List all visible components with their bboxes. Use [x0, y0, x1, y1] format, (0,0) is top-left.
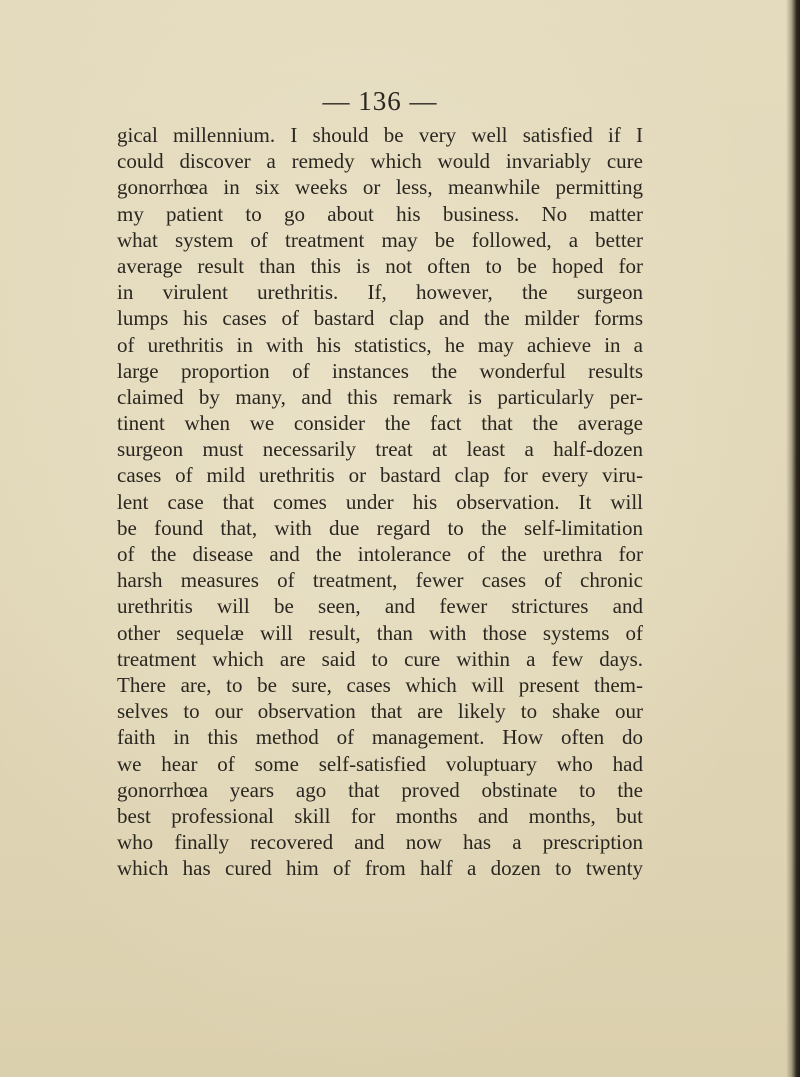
- text-line: gical millennium. I should be very well satisfied if I: [117, 123, 643, 147]
- text-line: gonorrhœa years ago that proved obstinate to the: [117, 777, 643, 802]
- text-line: surgeon must necessarily treat at least a half-dozen: [117, 437, 643, 462]
- text-line: be found that, with due regard to the self-limitation: [117, 515, 643, 540]
- text-line: other sequelæ will result, than with those systems of: [117, 620, 643, 645]
- text-line: claimed by many, and this remark is particularly per-: [117, 384, 643, 409]
- text-line: There are, to be sure, cases which will present them-: [117, 672, 643, 697]
- text-line: in virulent urethritis. If, however, the surgeon: [117, 280, 643, 305]
- text-line: we hear of some self-satisfied voluptuary who had: [117, 751, 643, 776]
- text-line: of the disease and the intolerance of the urethra for: [117, 542, 643, 566]
- page-number: — 136 —: [322, 86, 438, 116]
- text-line: average result than this is not often to be hoped for: [117, 253, 643, 278]
- text-line: large proportion of instances the wonderful results: [117, 358, 643, 383]
- text-line: selves to our observation that are likely to shake our: [117, 699, 643, 724]
- text-line: of urethritis in with his statistics, he may achieve in a: [117, 332, 643, 357]
- text-line: harsh measures of treatment, fewer cases of chronic: [117, 568, 643, 593]
- text-line: my patient to go about his business. No matter: [117, 201, 643, 226]
- text-line: which has cured him of from half a dozen to twenty: [117, 856, 643, 881]
- text-line: lumps his cases of bastard clap and the milder forms: [117, 306, 643, 331]
- text-line: gonorrhœa in six weeks or less, meanwhile permitting: [117, 175, 643, 200]
- body-text: [117, 122, 643, 881]
- text-line: faith in this method of management. How often do: [117, 725, 643, 750]
- text-line: lent case that comes under his observation. It will: [117, 489, 643, 514]
- text-line: tinent when we consider the fact that the average: [117, 411, 643, 436]
- text-line: could discover a remedy which would invariably cure: [117, 149, 643, 174]
- text-line: who finally recovered and now has a prescription: [117, 830, 643, 855]
- text-line: best professional skill for months and months, but: [117, 803, 643, 828]
- text-line: urethritis will be seen, and fewer strictures and: [117, 594, 643, 619]
- text-line: what system of treatment may be followed, a better: [117, 227, 643, 252]
- text-line: cases of mild urethritis or bastard clap for every viru-: [117, 463, 643, 488]
- book-binding-edge: [786, 0, 800, 1077]
- text-line: treatment which are said to cure within a few days.: [117, 646, 643, 671]
